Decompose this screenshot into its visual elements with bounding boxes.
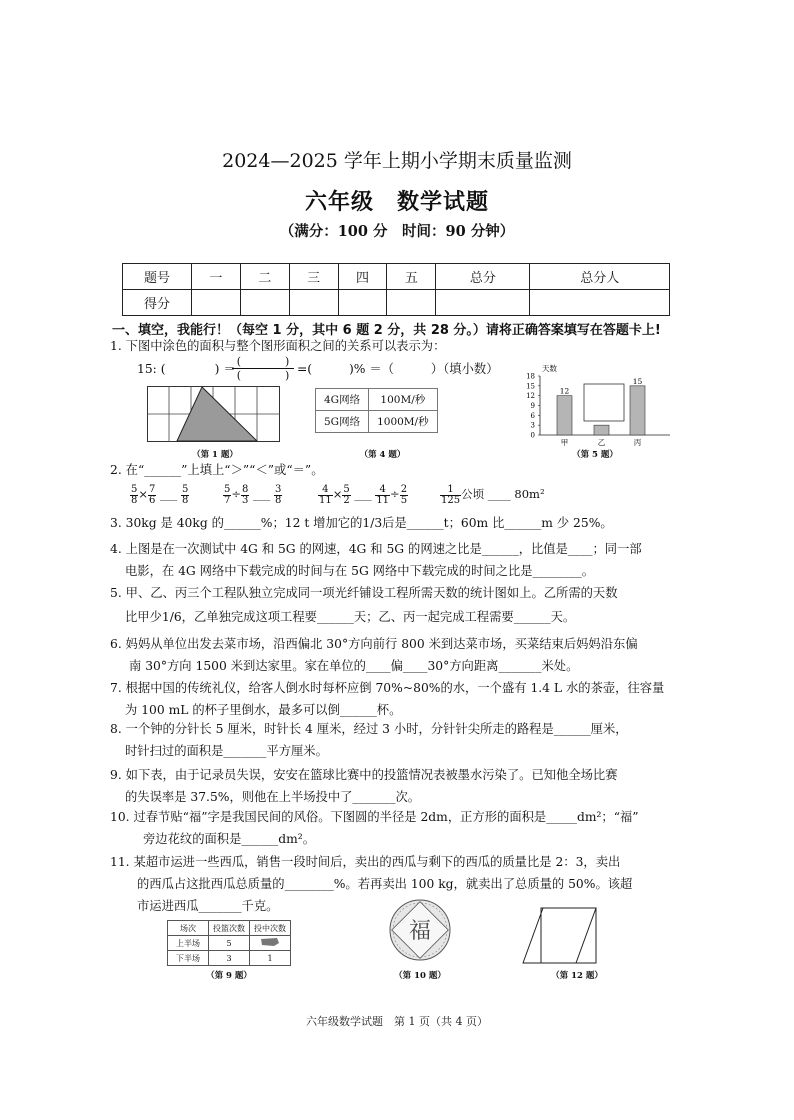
bar-chart-ytick: 3: [530, 421, 535, 430]
question-11-line3: 市运进西瓜_______千克。: [137, 899, 279, 913]
question-8-line1: 8. 一个钟的分针长 5 厘米，时针长 4 厘米，经过 3 小时，分针针尖所走的路程是______厘米，: [110, 722, 628, 736]
score-cell: 题号: [123, 264, 192, 290]
score-cell: 总分人: [530, 264, 670, 290]
score-label-cell: 得分: [123, 290, 192, 316]
bball-cell: 上半场: [168, 936, 209, 951]
bar-chart-ytick: 12: [526, 392, 535, 401]
q12-figure: [521, 906, 603, 964]
section-heading: 一、填空，我能行！（每空 1 分，其中 6 题 2 分，共 28 分。）请将正确答案填写在答题卡上!: [112, 323, 661, 338]
q1-fraction: [232, 355, 294, 382]
bar-chart-ytick: 18: [526, 372, 535, 381]
bball-cell: 5: [209, 936, 250, 951]
score-input-cell[interactable]: [530, 290, 670, 316]
q1-fraction-numerator: ( ): [232, 355, 294, 369]
score-input-cell[interactable]: [436, 290, 530, 316]
score-cell: 一: [192, 264, 241, 290]
question-7-line2: 为 100 mL 的杯子里倒水，最多可以倒______杯。: [125, 703, 402, 717]
score-cell: 五: [387, 264, 436, 290]
bar-chart-bar-乙: [594, 425, 609, 435]
question-11-line2: 的西瓜占这批西瓜总质量的________%。若再卖出 100 kg，就卖出了总质量的 50%。该超: [137, 877, 633, 891]
question-6-line1: 6. 妈妈从单位出发去菜市场，沿西偏北 30°方向前行 800 米到达菜市场，买菜结束后妈妈沿东偏: [110, 637, 638, 651]
bar-chart-ytick: 0: [530, 431, 535, 440]
basketball-table: [167, 920, 291, 966]
bar-chart-ytick: 9: [530, 402, 535, 410]
question-1: 1. 下图中涂色的面积与整个图形面积之间的关系可以表示为：: [110, 339, 446, 353]
exam-info: （满分：100 分 时间：90 分钟）: [279, 223, 515, 240]
question-4-line2: 电影，在 4G 网络中下载完成的时间与在 5G 网络中下载完成的时间之比是________。: [125, 564, 595, 578]
caption-q9: （第 9 题）: [206, 971, 252, 981]
bball-cell: 下半场: [168, 951, 209, 966]
caption-q4: （第 4 题）: [359, 450, 406, 460]
question-10-line2: 旁边花纹的面积是______dm²。: [143, 832, 316, 846]
bar-chart-hidden-region: [584, 384, 624, 421]
bar-chart-data-label: 15: [632, 376, 643, 386]
net-cell: 5G网络: [316, 411, 369, 433]
ink-stain-icon: [259, 937, 281, 947]
net-cell: 100M/秒: [369, 389, 438, 411]
bar-chart-category-label: 丙: [633, 438, 642, 447]
caption-q5: （第 5 题）: [572, 450, 618, 460]
exam-subtitle: 六年级 数学试题: [304, 190, 489, 215]
q2-item-c: $\frac{4}{11}$ × $\frac{5}{2}$ ___ $\frac{4}{11}$ ÷ $\frac{2}{5}$: [319, 483, 408, 506]
ink-stain-cell: [250, 936, 291, 951]
score-input-cell[interactable]: [240, 290, 289, 316]
network-speed-table: [315, 388, 438, 433]
score-table-header-row: [123, 264, 670, 290]
bball-cell: 投中次数: [250, 921, 291, 936]
question-9-line2: 的失误率是 37.5%，则他在上半场投中了_______次。: [125, 790, 421, 804]
score-table-score-row: [123, 290, 670, 316]
bar-chart-ytick: 15: [526, 382, 535, 391]
bar-chart: [520, 362, 670, 448]
net-cell: 1000M/秒: [369, 411, 438, 433]
bball-cell: 3: [209, 951, 250, 966]
fu-figure: [388, 898, 452, 962]
fu-character: 福: [408, 919, 432, 944]
question-10-line1: 10. 过春节贴“福”字是我国民间的风俗。下图圆的半径是 2dm，正方形的面积是_____dm²；“福”: [110, 810, 639, 824]
caption-q10: （第 10 题）: [394, 971, 446, 981]
score-input-cell[interactable]: [387, 290, 436, 316]
score-input-cell[interactable]: [192, 290, 241, 316]
q2-item-a: $\frac{5}{8}$ × $\frac{7}{6}$ ___ $\frac{5}{8}$: [131, 483, 189, 506]
bball-cell: 投篮次数: [209, 921, 250, 936]
bar-chart-ylabel: 天数: [542, 364, 557, 373]
bar-chart-data-label: 12: [559, 386, 570, 396]
score-cell: 四: [338, 264, 387, 290]
caption-q1: （第 1 题）: [192, 450, 238, 460]
question-5-line2: 比甲少1/6，乙单独完成这项工程要______天；乙、丙一起完成工程需要______天。: [125, 610, 576, 624]
q1-ratio: 15: ( ) ＝: [137, 362, 236, 376]
net-cell: 4G网络: [316, 389, 369, 411]
score-cell: 总分: [436, 264, 530, 290]
question-5-line1: 5. 甲、乙、丙三个工程队独立完成同一项光纤铺设工程所需天数的统计图如上。乙所需的天数: [110, 586, 618, 600]
q2-item-b: $\frac{5}{7}$ ÷ $\frac{8}{3}$ ___ $\frac{3}{8}$: [224, 483, 282, 506]
score-input-cell[interactable]: [338, 290, 387, 316]
bball-cell: 场次: [168, 921, 209, 936]
question-7-line1: 7. 根据中国的传统礼仪，给客人倒水时每杯应倒 70%~80%的水，一个盛有 1.4 L 水的茶壶，往容量: [110, 681, 665, 695]
caption-q12: （第 12 题）: [551, 971, 603, 981]
bar-chart-bar-丙: [630, 386, 645, 435]
question-4-line1: 4. 上图是在一次测试中 4G 和 5G 的网速，4G 和 5G 的网速之比是______，比值是____；同一部: [110, 542, 642, 556]
q1-figure: [147, 386, 280, 442]
bar-chart-ytick: 6: [530, 411, 535, 420]
question-11-line1: 11. 某超市运进一些西瓜，销售一段时间后，卖出的西瓜与剩下的西瓜的质量比是 2：3，卖出: [110, 855, 621, 869]
score-cell: 三: [289, 264, 338, 290]
question-9-line1: 9. 如下表，由于记录员失误，安安在篮球比赛中的投篮情况表被墨水污染了。已知他全场比赛: [110, 768, 618, 782]
score-table: [122, 263, 670, 316]
question-2: 2. 在“______”上填上“＞”“＜”或“＝”。: [110, 463, 324, 477]
q1-equation: =( )% ＝（ ）（填小数）: [297, 362, 499, 376]
question-8-line2: 时针扫过的面积是_______平方厘米。: [125, 744, 328, 758]
bar-chart-bar-甲: [557, 396, 572, 435]
bball-cell: 1: [250, 951, 291, 966]
exam-title: 2024—2025 学年上期小学期末质量监测: [222, 150, 572, 172]
score-input-cell[interactable]: [289, 290, 338, 316]
score-cell: 二: [240, 264, 289, 290]
bar-chart-category-label: 甲: [560, 438, 569, 447]
question-3: 3. 30kg 是 40kg 的______%；12 t 增加它的1/3后是______t；60m 比______m 少 25%。: [110, 516, 613, 530]
q1-fraction-denominator: ( ): [236, 369, 290, 382]
q2-item-d: $\frac{1}{125}$ 公顷 ____ 80m²: [441, 483, 545, 506]
bar-chart-category-label: 乙: [597, 438, 606, 447]
question-6-line2: 南 30°方向 1500 米到达家里。家在单位的____偏____30°方向距离_______米处。: [129, 659, 579, 673]
page-footer: 六年级数学试题 第 1 页（共 4 页）: [306, 1015, 488, 1028]
